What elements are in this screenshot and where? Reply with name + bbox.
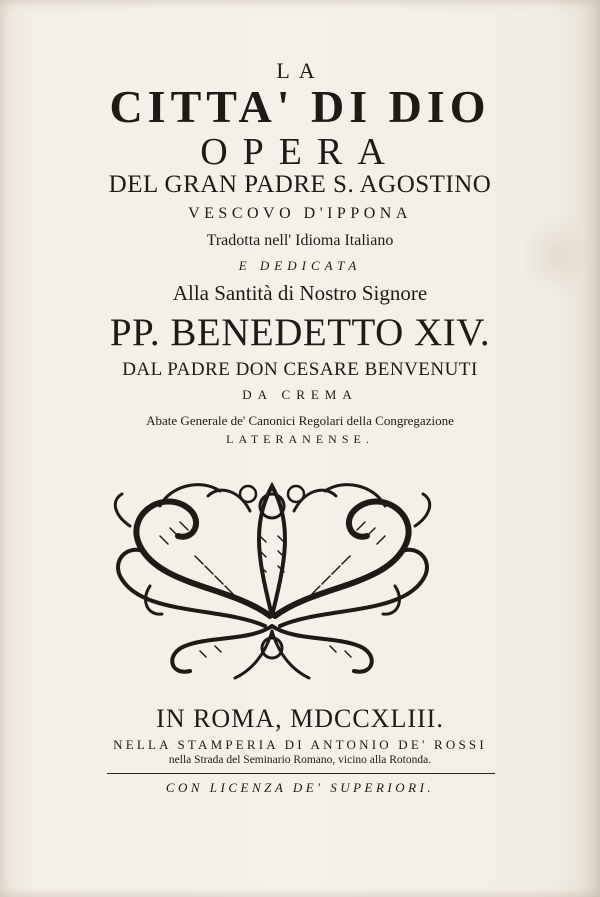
imprint-printer: NELLA STAMPERIA DI ANTONIO DE' ROSSI [113,737,487,752]
imprint-address: nella Strada del Seminario Romano, vicino alla Rotonda. [168,754,432,766]
imprint-place-date: IN ROMA, MDCCXLIII. [156,704,444,733]
dedication-label: E DEDICATA [238,258,362,273]
license-line: CON LICENZA DE' SUPERIORI. [165,780,435,795]
author-line: DEL GRAN PADRE S. AGOSTINO [108,171,492,198]
main-title: CITTA' DI DIO [109,81,491,132]
imprint-divider [107,773,495,774]
translation-note: Tradotta nell' Idioma Italiano [206,232,394,249]
title-article: LA [276,58,324,83]
dedication-line: Alla Santità di Nostro Signore [172,281,428,305]
translator-origin: DA CREMA [242,387,358,402]
author-title: VESCOVO D'IPPONA [188,205,412,222]
translator-title: Abate Generale de' Canonici Regolari della Congregazione [146,413,454,428]
acanthus-leaf-ornament-icon [100,466,445,688]
dedicatee-name: PP. BENEDETTO XIV. [109,311,491,354]
work-label: OPERA [200,131,400,173]
congregation-name: LATERANENSE. [226,432,374,446]
translator-line: DAL PADRE DON CESARE BENVENUTI [122,359,478,380]
